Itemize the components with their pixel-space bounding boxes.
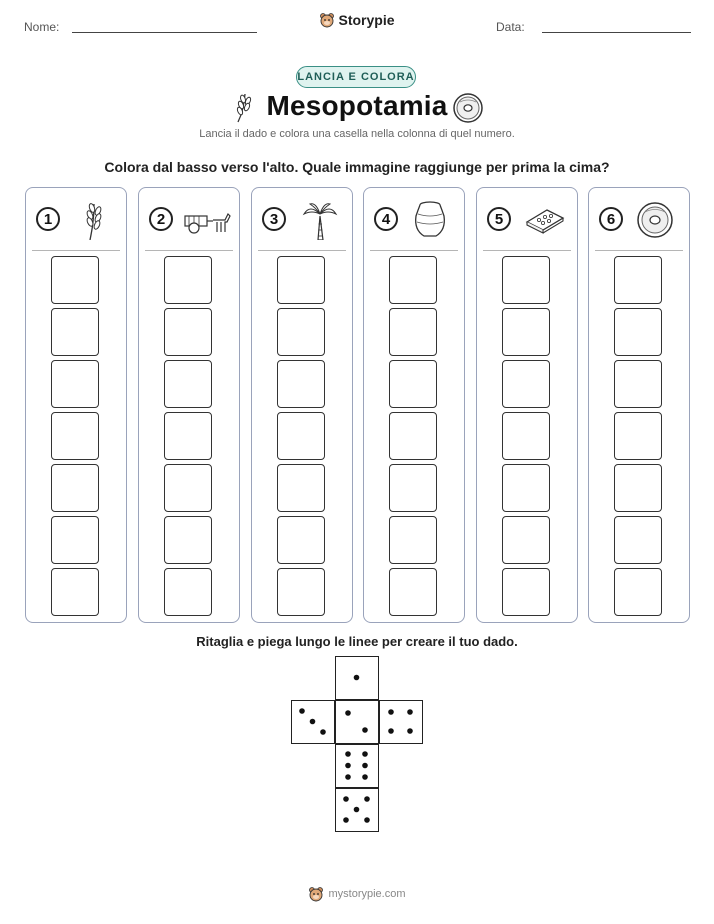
color-box[interactable]	[51, 464, 99, 512]
column-4	[363, 187, 465, 623]
brand-name: Storypie	[338, 12, 395, 28]
color-box[interactable]	[277, 464, 325, 512]
color-box[interactable]	[164, 360, 212, 408]
column-number: 2	[149, 207, 173, 231]
column-2	[138, 187, 240, 623]
column-5	[476, 187, 578, 623]
color-box[interactable]	[389, 464, 437, 512]
pot-icon	[408, 200, 456, 240]
color-box[interactable]	[277, 308, 325, 356]
name-label: Nome:	[24, 20, 60, 34]
color-box[interactable]	[614, 568, 662, 616]
name-line[interactable]	[72, 32, 257, 33]
clay-tablet-icon	[521, 200, 569, 240]
date-line[interactable]	[542, 32, 691, 33]
color-box[interactable]	[389, 308, 437, 356]
color-box[interactable]	[502, 516, 550, 564]
column-divider	[595, 250, 683, 251]
color-box[interactable]	[614, 308, 662, 356]
color-box[interactable]	[614, 464, 662, 512]
brand-logo	[0, 12, 714, 28]
color-box[interactable]	[614, 516, 662, 564]
die-face-6	[335, 744, 379, 788]
die-face-5	[335, 788, 379, 832]
page-subtitle: Lancia il dado e colora una casella nella colonna di quel numero.	[199, 128, 515, 140]
column-number: 3	[262, 207, 286, 231]
color-box[interactable]	[389, 516, 437, 564]
color-box[interactable]	[502, 464, 550, 512]
color-box[interactable]	[164, 516, 212, 564]
color-box[interactable]	[614, 360, 662, 408]
footer-url[interactable]: mystorypie.com	[328, 888, 406, 900]
bear-mascot-icon	[319, 12, 335, 28]
color-box[interactable]	[502, 568, 550, 616]
die-face-1	[335, 656, 379, 700]
column-divider	[370, 250, 458, 251]
column-3	[251, 187, 353, 623]
column-number: 1	[36, 207, 60, 231]
page-title: Mesopotamia	[266, 90, 448, 121]
activity-badge: LANCIA E COLORA	[296, 66, 416, 88]
color-box[interactable]	[164, 308, 212, 356]
bear-mascot-icon	[308, 886, 324, 902]
die-face-3	[291, 700, 335, 744]
color-box[interactable]	[51, 360, 99, 408]
instruction-text: Colora dal basso verso l'alto. Quale immagine raggiunge per prima la cima?	[104, 159, 610, 175]
wheat-icon	[70, 200, 118, 240]
column-divider	[483, 250, 571, 251]
palm-tree-icon	[296, 200, 344, 240]
die-face-2	[335, 700, 379, 744]
color-box[interactable]	[389, 568, 437, 616]
color-box[interactable]	[502, 256, 550, 304]
column-number: 6	[599, 207, 623, 231]
color-box[interactable]	[51, 412, 99, 460]
column-number: 5	[487, 207, 511, 231]
wheel-icon	[633, 200, 681, 240]
color-box[interactable]	[389, 256, 437, 304]
color-box[interactable]	[51, 308, 99, 356]
die-face-4	[379, 700, 423, 744]
color-box[interactable]	[164, 464, 212, 512]
color-box[interactable]	[277, 516, 325, 564]
column-divider	[258, 250, 346, 251]
color-box[interactable]	[277, 568, 325, 616]
color-box[interactable]	[502, 412, 550, 460]
color-box[interactable]	[389, 360, 437, 408]
color-box[interactable]	[389, 412, 437, 460]
column-6	[588, 187, 690, 623]
color-box[interactable]	[502, 308, 550, 356]
color-box[interactable]	[164, 568, 212, 616]
color-box[interactable]	[614, 256, 662, 304]
footer	[0, 886, 714, 902]
color-box[interactable]	[614, 412, 662, 460]
color-box[interactable]	[51, 568, 99, 616]
column-number: 4	[374, 207, 398, 231]
wheel-icon	[452, 92, 484, 124]
color-box[interactable]	[164, 256, 212, 304]
color-box[interactable]	[277, 256, 325, 304]
column-divider	[145, 250, 233, 251]
color-box[interactable]	[51, 516, 99, 564]
column-divider	[32, 250, 120, 251]
date-label: Data:	[496, 20, 525, 34]
color-box[interactable]	[277, 360, 325, 408]
color-box[interactable]	[51, 256, 99, 304]
color-box[interactable]	[502, 360, 550, 408]
cart-icon	[183, 200, 231, 240]
die-instruction: Ritaglia e piega lungo le linee per creare il tuo dado.	[196, 634, 518, 649]
color-box[interactable]	[277, 412, 325, 460]
column-1	[25, 187, 127, 623]
color-box[interactable]	[164, 412, 212, 460]
